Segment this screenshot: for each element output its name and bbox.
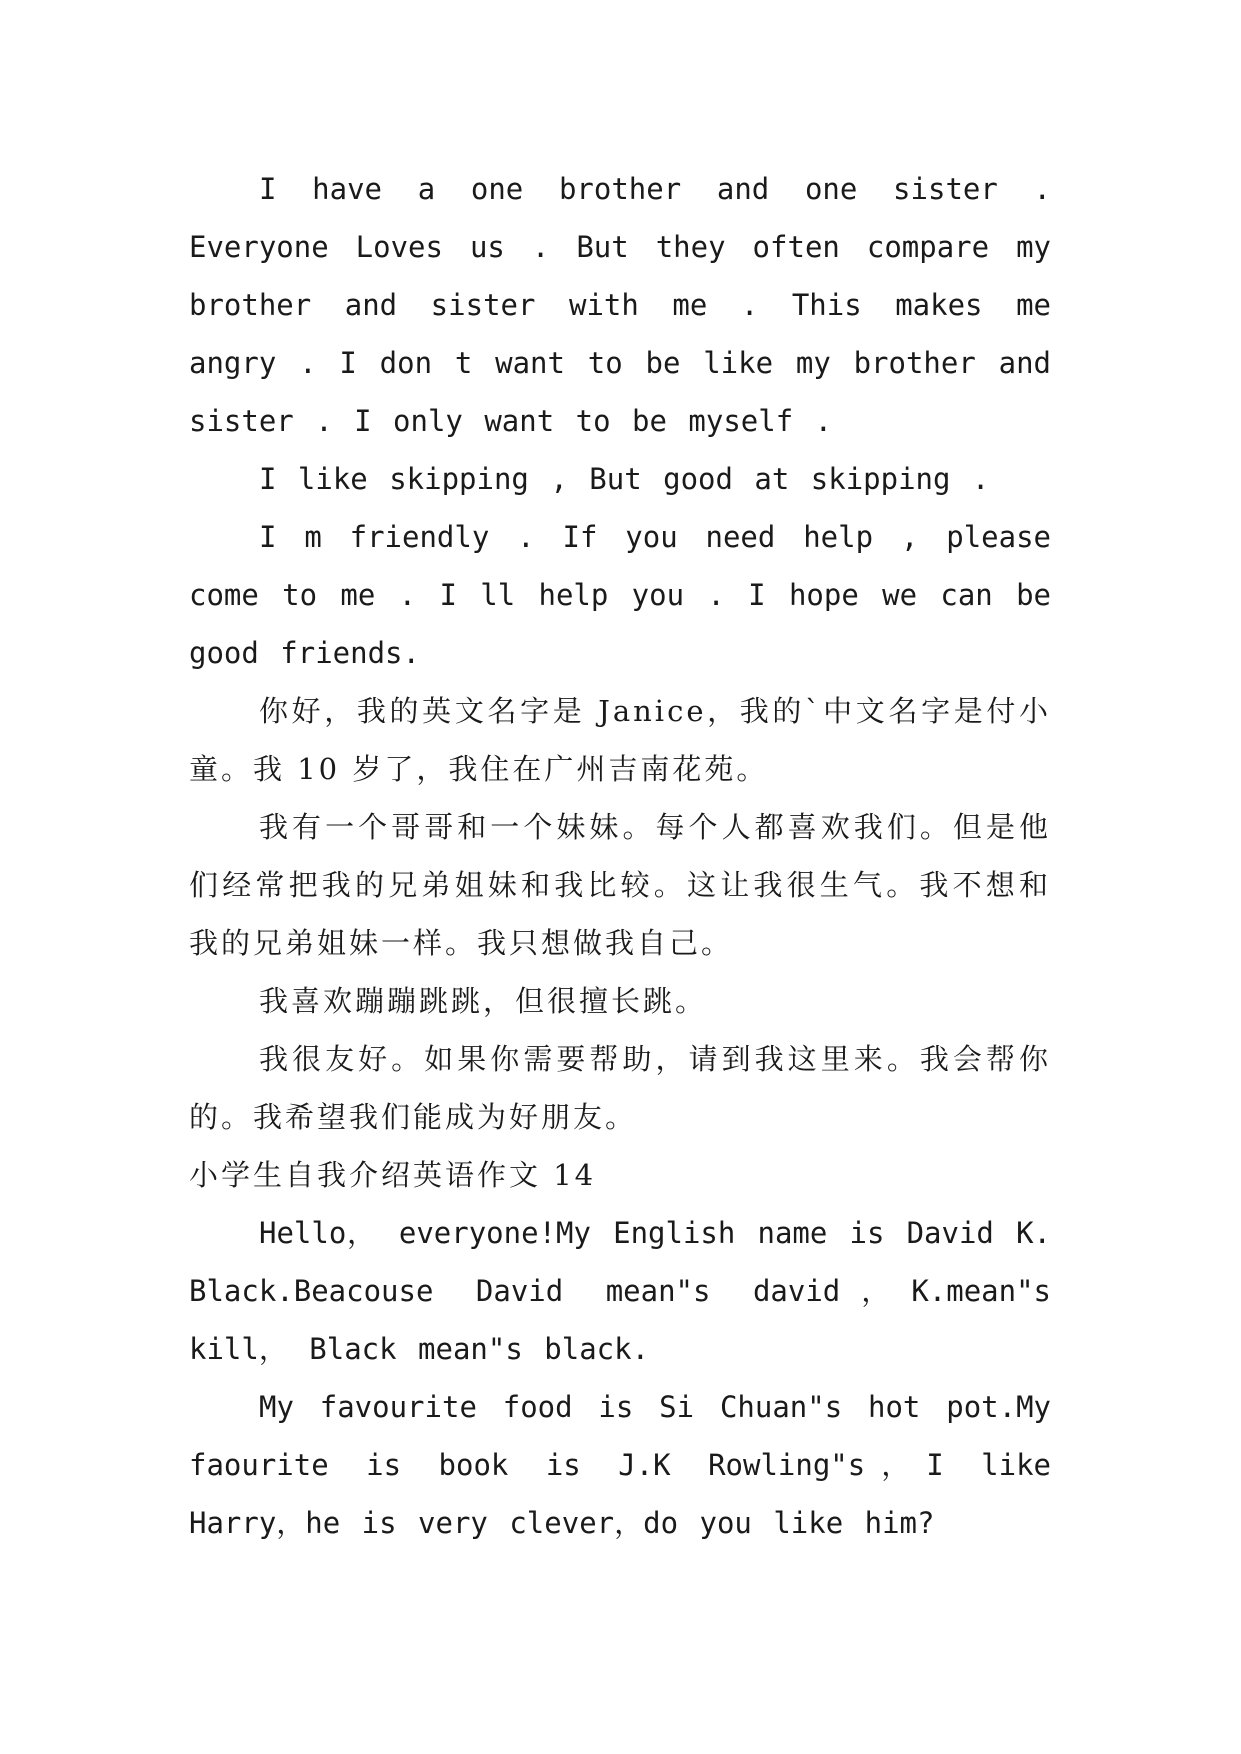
paragraph-food-en: My favourite food is Si Chuan"s hot pot.My faourite is book is J.K Rowling"s，I like Harry，he is very clever，do you like him? bbox=[189, 1390, 1051, 1540]
paragraph-skipping-en: I like skipping , But good at skipping . bbox=[259, 462, 990, 496]
paragraph-family-cn: 我有一个哥哥和一个妹妹。每个人都喜欢我们。但是他们经常把我的兄弟姐妹和我比较。这让我很生气。我不想和我的兄弟姐妹一样。我只想做我自己。 bbox=[189, 810, 1051, 960]
paragraph-family-en: I have a one brother and one sister . Everyone Loves us . But they often compare my brother and sister with me . This makes me angry . I don t want to be like my brother and sister . I only want to be myself . bbox=[189, 172, 1051, 438]
document-body bbox=[189, 160, 1051, 1552]
paragraph-intro-cn: 你好，我的英文名字是 Janice，我的`中文名字是付小童。我 10 岁了，我住在广州吉南花苑。 bbox=[189, 694, 1051, 786]
paragraph-hello-en: Hello， everyone!My English name is David K. Black.Beacouse David mean"s david，K.mean"s kill， Black mean"s black. bbox=[189, 1216, 1051, 1366]
paragraph-friendly-en: I m friendly . If you need help , please come to me . I ll help you . I hope we can be good friends. bbox=[189, 520, 1051, 670]
paragraph-skipping-cn: 我喜欢蹦蹦跳跳，但很擅长跳。 bbox=[259, 984, 708, 1018]
paragraph-friendly-cn: 我很友好。如果你需要帮助，请到我这里来。我会帮你的。我希望我们能成为好朋友。 bbox=[189, 1042, 1051, 1134]
section-heading: 小学生自我介绍英语作文 14 bbox=[189, 1158, 597, 1192]
